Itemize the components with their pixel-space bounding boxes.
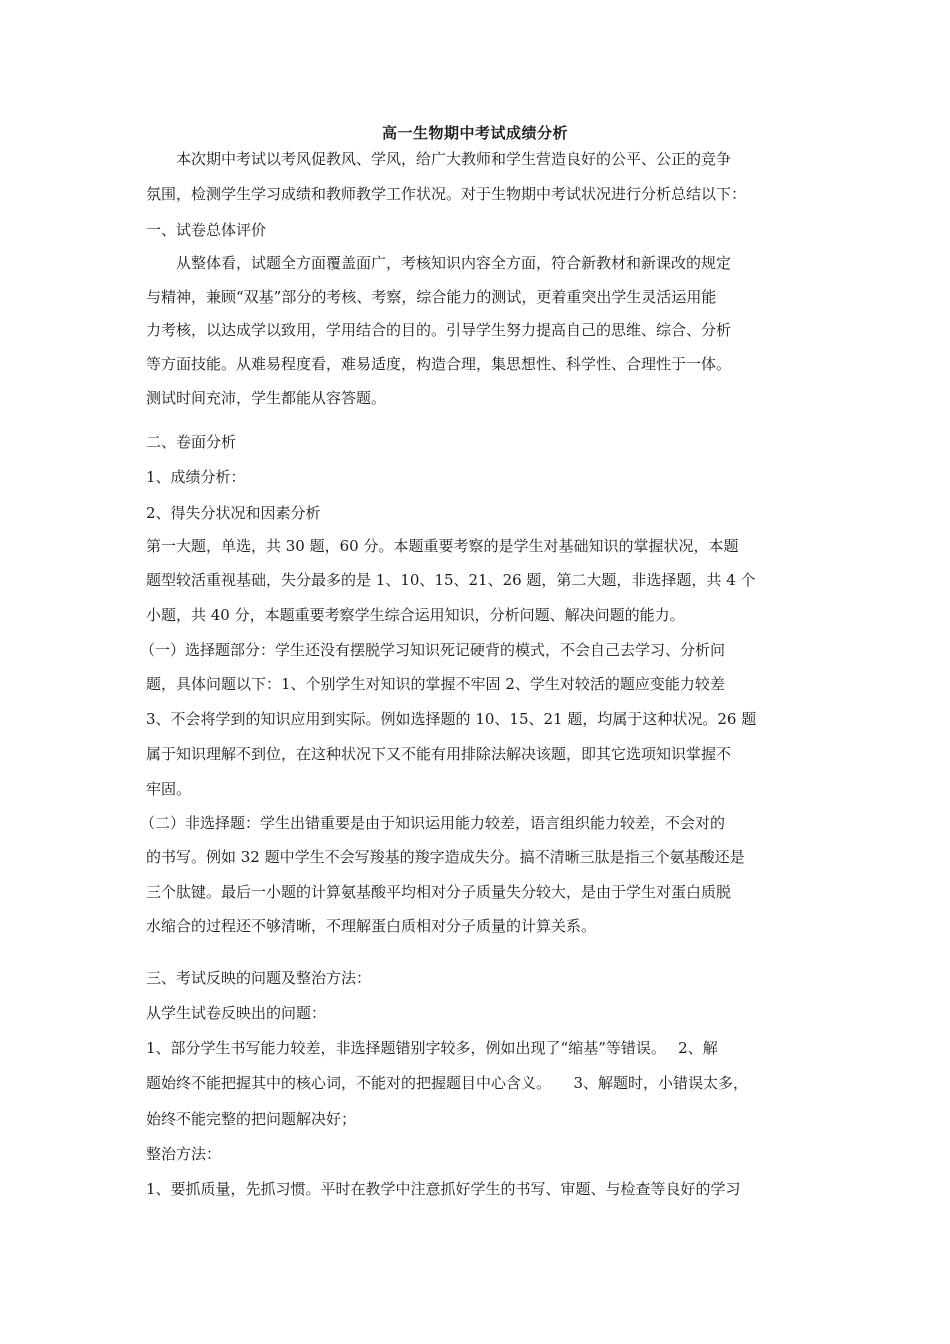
paragraph-line: 3、不会将学到的知识应用到实际。例如选择题的 10、15、21 题，均属于这种状况。26 题 [146,710,757,728]
paragraph-line: 2、得失分状况和因素分析 [146,504,321,522]
paragraph-line: 氛围，检测学生学习成绩和教师教学工作状况。对于生物期中考试状况进行分析总结以下： [146,185,747,203]
paragraph-line: 题始终不能把握其中的核心词，不能对的把握题目中心含义。 3、解题时，小错误太多， [146,1074,749,1092]
paragraph-line: 从学生试卷反映出的问题： [146,1004,327,1022]
paragraph-line: 题，具体问题以下：1、个别学生对知识的掌握不牢固 2、学生对较活的题应变能力较差 [146,675,725,693]
paragraph-line: 力考核，以达成学以致用，学用结合的目的。引导学生努力提高自己的思维、综合、分析 [146,321,732,339]
document-title: 高一生物期中考试成绩分析 [381,124,568,142]
paragraph-line: 一、试卷总体评价 [146,221,267,239]
paragraph-line: 三、考试反映的问题及整治方法： [146,969,372,987]
paragraph-line: 水缩合的过程还不够清晰，不理解蛋白质相对分子质量的计算关系。 [146,917,597,935]
paragraph-line: 测试时间充沛，学生都能从容答题。 [146,389,387,407]
paragraph-line: 题型较活重视基础，失分最多的是 1、10、15、21、26 题，第二大题，非选择题，共 4 个 [146,571,756,589]
paragraph-line: 等方面技能。从难易程度看，难易适度，构造合理，集思想性、科学性、合理性于一体。 [146,355,732,373]
paragraph-line: 三个肽键。最后一小题的计算氨基酸平均相对分子质量失分较大，是由于学生对蛋白质脱 [146,883,732,901]
paragraph-line: 二、卷面分析 [146,433,237,451]
paragraph-line: 整治方法： [146,1145,222,1163]
paragraph-line: 与精神，兼顾“双基”部分的考核、考察，综合能力的测试，更着重突出学生灵活运用能 [146,288,717,306]
paragraph-line: 小题，共 40 分，本题重要考察学生综合运用知识，分析问题、解决问题的能力。 [146,606,685,624]
paragraph-line: 第一大题，单选，共 30 题，60 分。本题重要考察的是学生对基础知识的掌握状况，本题 [146,537,739,555]
paragraph-line: （一）选择题部分：学生还没有摆脱学习知识死记硬背的模式，不会自己去学习、分析问 [140,641,726,659]
paragraph-line: 牢固。 [146,780,192,798]
paragraph-line: 始终不能完整的把问题解决好； [146,1110,357,1128]
paragraph-line: （二）非选择题：学生出错重要是由于知识运用能力较差，语言组织能力较差，不会对的 [140,814,726,832]
paragraph-line: 1、成绩分析： [146,468,246,486]
paragraph-line: 从整体看，试题全方面覆盖面广，考核知识内容全方面，符合新教材和新课改的规定 [176,254,732,272]
paragraph-line: 1、部分学生书写能力较差，非选择题错别字较多，例如出现了“缩基”等错误。 2、解 [146,1039,718,1057]
paragraph-line: 本次期中考试以考风促教风、学风，给广大教师和学生营造良好的公平、公正的竞争 [176,150,732,168]
paragraph-line: 1、要抓质量，先抓习惯。平时在教学中注意抓好学生的书写、审题、与检查等良好的学习 [146,1180,741,1198]
paragraph-line: 属于知识理解不到位，在这种状况下又不能有用排除法解决该题，即其它选项知识掌握不 [146,745,732,763]
paragraph-line: 的书写。例如 32 题中学生不会写羧基的羧字造成失分。搞不清晰三肽是指三个氨基酸还是 [146,848,745,866]
